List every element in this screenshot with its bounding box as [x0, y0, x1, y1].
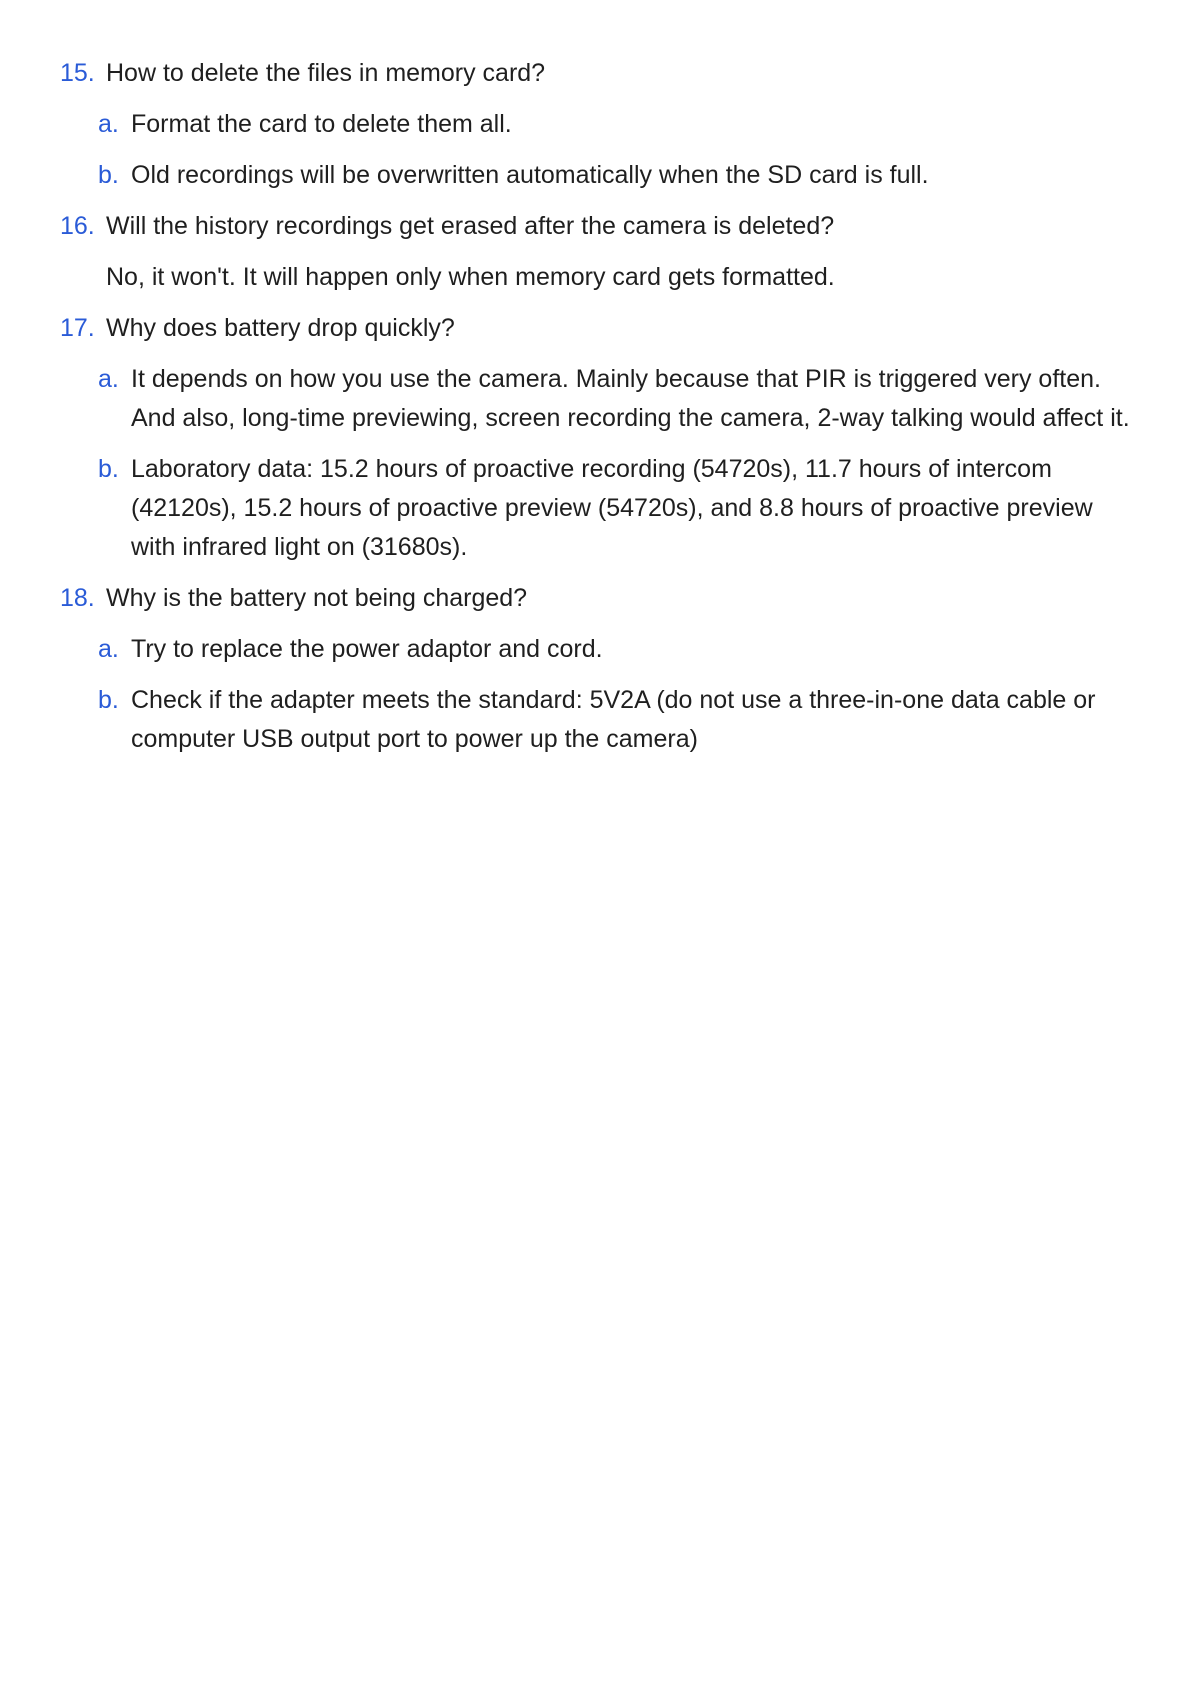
- question-text: Will the history recordings get erased after the camera is deleted?: [106, 212, 835, 240]
- faq-question-18: [60, 579, 1130, 618]
- answer-item: [98, 681, 1130, 759]
- answer-letter: b.: [98, 161, 119, 189]
- question-number: 18.: [60, 584, 95, 612]
- answer-item: [98, 450, 1130, 567]
- question-text: How to delete the files in memory card?: [106, 59, 546, 87]
- question-number: 15.: [60, 59, 95, 87]
- answer-item: [98, 156, 1130, 195]
- answer-letter: a.: [98, 635, 119, 663]
- answer-letter: b.: [98, 455, 119, 483]
- answer-letter: a.: [98, 365, 119, 393]
- answer-item: [98, 105, 1130, 144]
- answer-list-18: [60, 630, 1130, 759]
- answer-text: Try to replace the power adaptor and cord.: [131, 635, 603, 663]
- faq-question-16: [60, 207, 1130, 246]
- answer-text: Format the card to delete them all.: [131, 110, 512, 138]
- answer-text: Old recordings will be overwritten automatically when the SD card is full.: [131, 161, 929, 189]
- answer-letter: a.: [98, 110, 119, 138]
- faq-list: [60, 54, 1130, 771]
- faq-question-17: [60, 309, 1130, 348]
- answer-letter: b.: [98, 686, 119, 714]
- question-text: Why is the battery not being charged?: [106, 584, 528, 612]
- plain-answer-16: No, it won't. It will happen only when memory card gets formatted.: [106, 263, 835, 291]
- faq-question-15: [60, 54, 1130, 93]
- answer-text: Check if the adapter meets the standard: 5V2A (do not use a three-in-one data cable or computer USB output port to power up the camera): [131, 686, 1096, 753]
- answer-list-15: [60, 105, 1130, 195]
- answer-item: [98, 360, 1130, 438]
- answer-text: It depends on how you use the camera. Mainly because that PIR is triggered very often. And also, long-time previewing, screen recording the camera, 2-way talking would affect it.: [131, 365, 1130, 432]
- answer-item: [98, 630, 1130, 669]
- answer-text: Laboratory data: 15.2 hours of proactive recording (54720s), 11.7 hours of intercom (42120s), 15.2 hours of proactive preview (54720s), and 8.8 hours of proactive preview with infrared light on (31680s).: [131, 455, 1093, 561]
- answer-list-17: [60, 360, 1130, 567]
- question-number: 17.: [60, 314, 95, 342]
- question-text: Why does battery drop quickly?: [106, 314, 455, 342]
- question-number: 16.: [60, 212, 95, 240]
